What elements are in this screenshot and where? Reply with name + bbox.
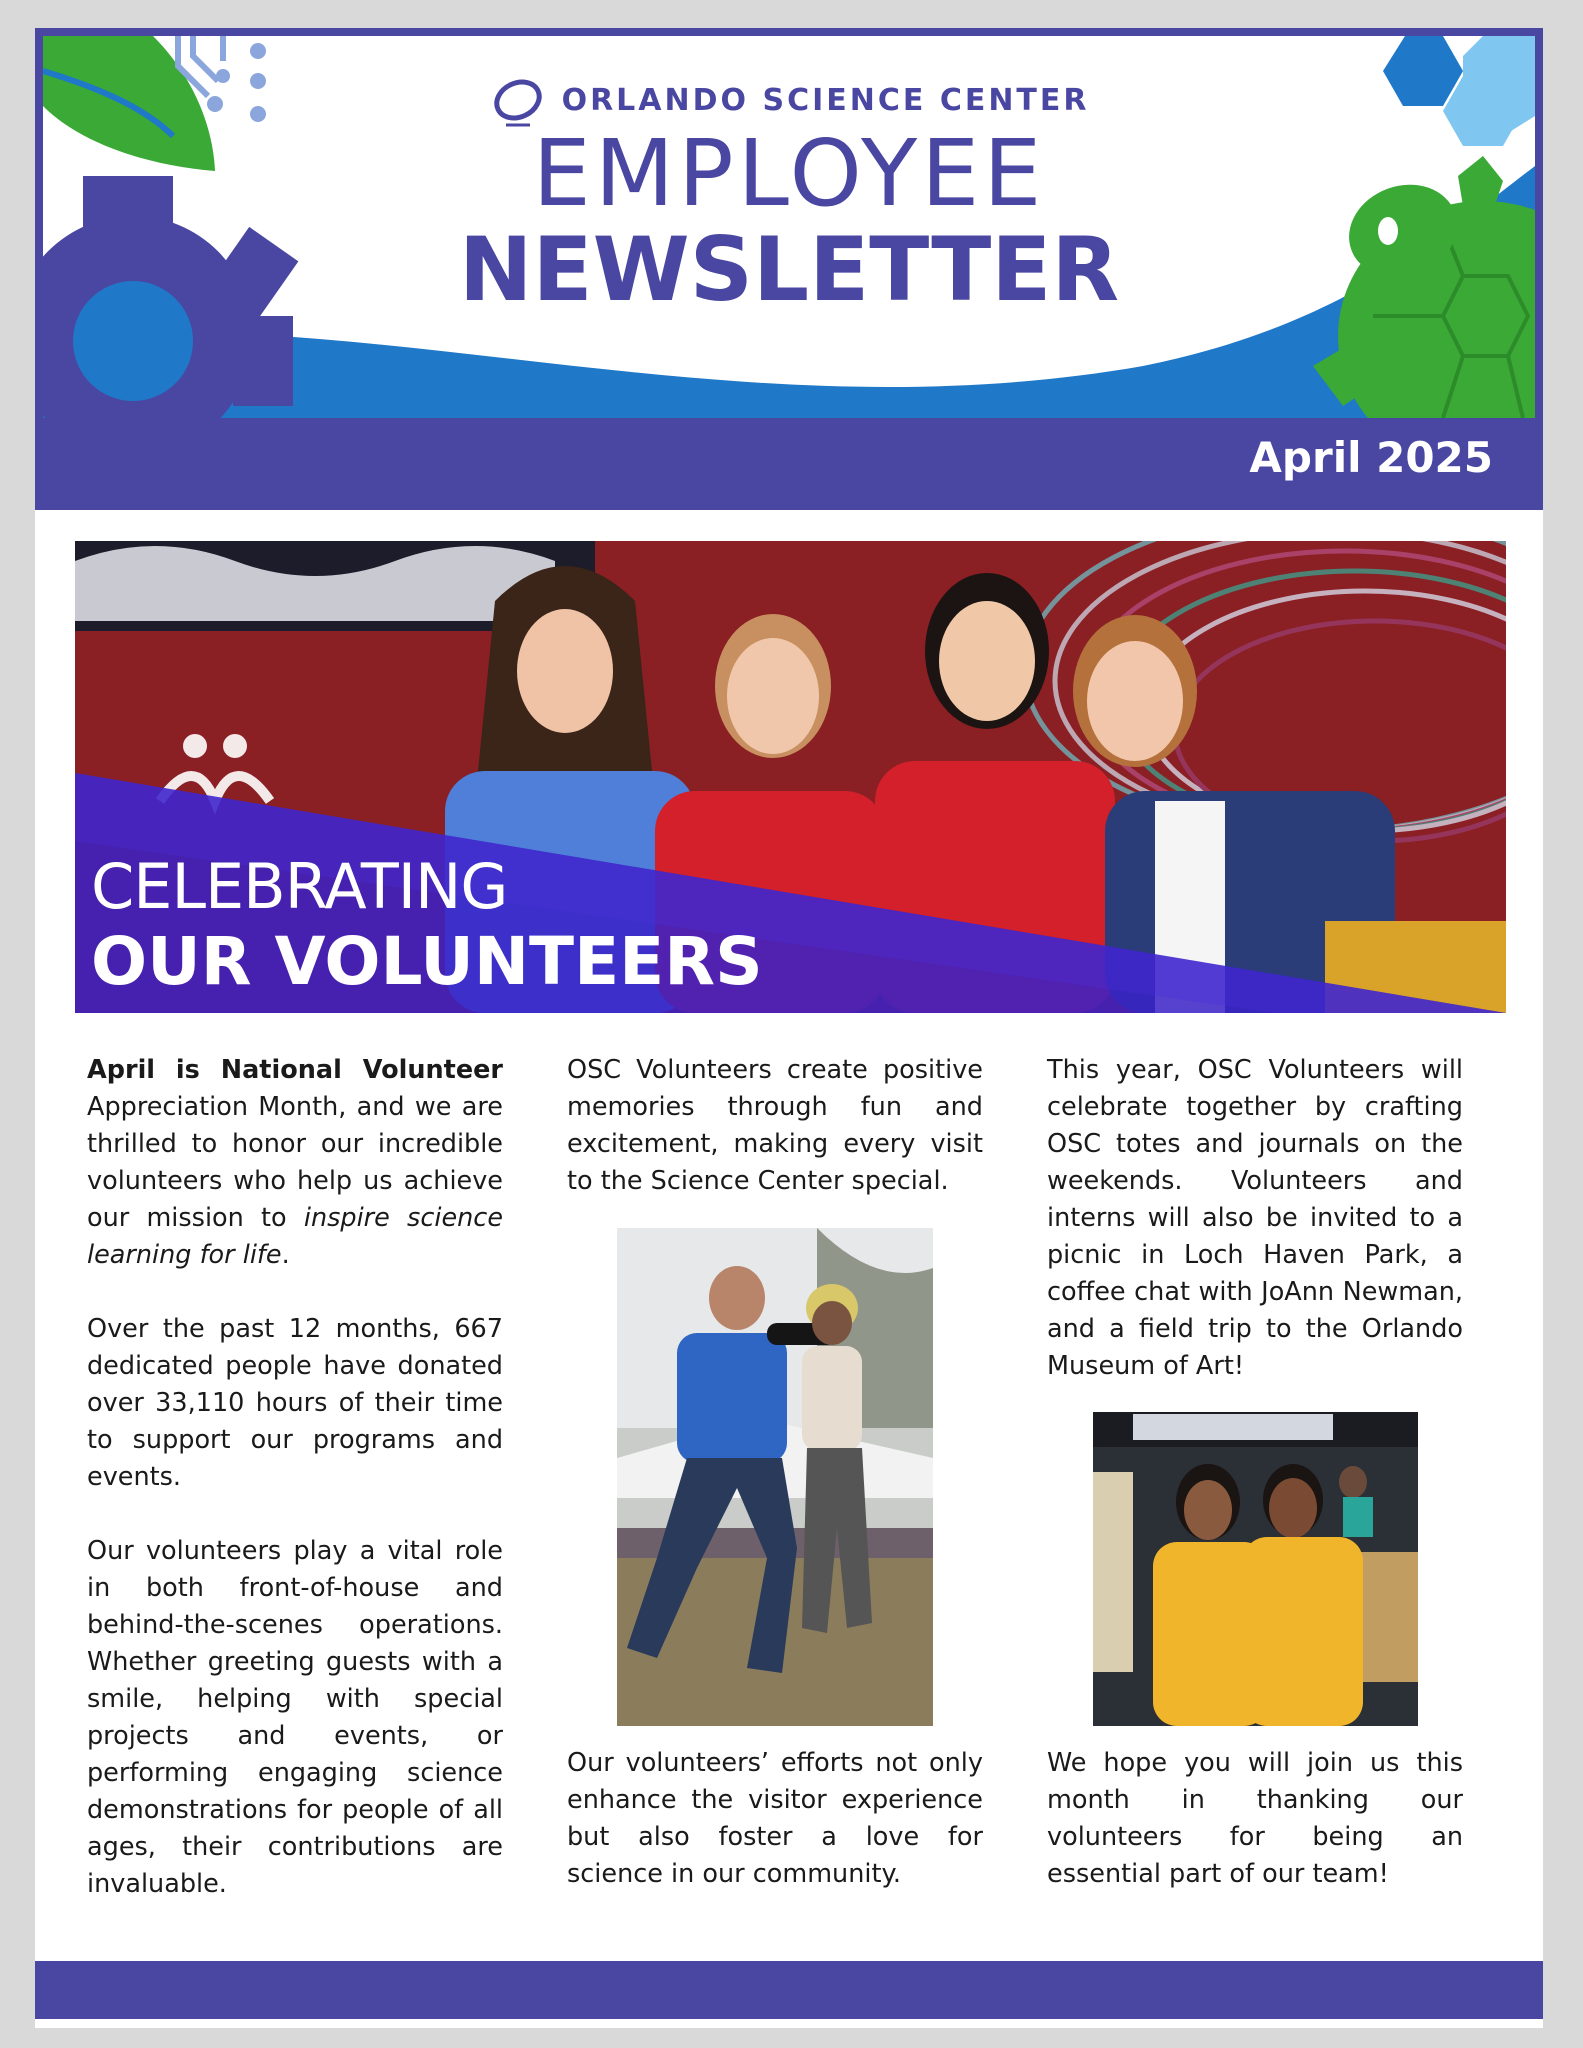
paragraph-celebration: This year, OSC Volunteers will celebrate together by crafting OSC totes and journals on the weekends. Volunteers and interns will also be invited to a picnic in Loch Haven Park, a coffee chat with JoAnn Newman, and a field trip to the Orlando Museum of Art! xyxy=(1047,1055,1463,1381)
hero-title-line2: OUR VOLUNTEERS xyxy=(91,923,763,1000)
newsletter-header xyxy=(35,28,1543,510)
volunteers-yellow-shirts-photo xyxy=(1093,1412,1418,1726)
article-column-3-bottom xyxy=(1047,1745,1463,1930)
newsletter-page xyxy=(35,28,1543,2028)
article-column-2-bottom xyxy=(567,1745,983,1930)
paragraph-roles: Our volunteers play a vital role in both front-of-house and behind-the-scenes operations. Whether greeting guests with a smile, helping with special projects and events, or performing engaging science demonstrations for people of all ages, their contributions are invaluable. xyxy=(87,1536,503,1899)
paragraph-stats: Over the past 12 months, 667 dedicated people have donated over 33,110 hours of their time to support our programs and events. xyxy=(87,1314,503,1492)
paragraph-intro xyxy=(87,1052,503,1274)
intro-text: Appreciation Month, and we are thrilled to honor our incredible volunteers who help us achieve our mission to xyxy=(87,1092,503,1233)
newsletter-title-line2: NEWSLETTER xyxy=(458,218,1120,321)
article-column-3 xyxy=(1047,1052,1463,1422)
article-column-2 xyxy=(567,1052,983,1237)
issue-date: April 2025 xyxy=(1249,433,1493,482)
intro-bold-text: April is National Volunteer xyxy=(87,1055,503,1085)
hero-banner xyxy=(75,541,1506,1013)
newsletter-title-line1: EMPLOYEE xyxy=(532,120,1046,227)
brand-name: ORLANDO SCIENCE CENTER xyxy=(561,82,1090,118)
paragraph-memories: OSC Volunteers create positive memories through fun and excitement, making every visit to the Science Center special. xyxy=(567,1055,983,1196)
paragraph-thanks: We hope you will join us this month in thanking our volunteers for being an essential part of our team! xyxy=(1047,1748,1463,1889)
article-column-1 xyxy=(87,1052,503,1940)
hero-title-line1: CELEBRATING xyxy=(91,850,508,923)
footer-bar xyxy=(35,1961,1543,2019)
paragraph-impact: Our volunteers’ efforts not only enhance the visitor experience but also foster a love for science in our community. xyxy=(567,1748,983,1889)
intro-end: . xyxy=(281,1240,290,1270)
mission-italic-text: inspire science learning for life xyxy=(87,1203,504,1270)
volunteer-demo-photo xyxy=(617,1228,933,1726)
